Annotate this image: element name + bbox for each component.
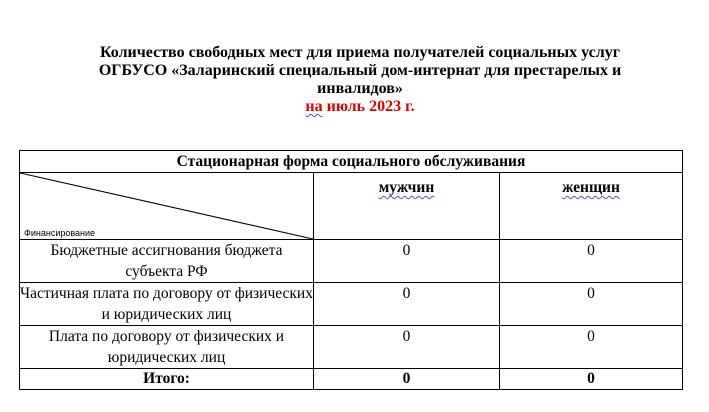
row-label: Плата по договору от физических и юридических лиц <box>20 326 314 369</box>
column-header-women <box>500 173 683 240</box>
vacancy-table <box>19 150 683 390</box>
cell-men: 0 <box>314 326 500 369</box>
diagonal-header-cell <box>20 173 314 240</box>
row-label: Бюджетные ассигнования бюджета субъекта РФ <box>20 240 314 283</box>
total-label: Итого: <box>20 369 314 390</box>
period-prefix: на <box>305 98 323 115</box>
period-rest: июль 2023 г. <box>322 98 415 115</box>
column-header-row <box>20 173 683 240</box>
title-period <box>40 98 680 116</box>
financing-label: Финансирование <box>24 228 96 238</box>
table-row <box>20 326 683 369</box>
title-line-3: инвалидов» <box>317 80 403 97</box>
cell-men: 0 <box>314 283 500 326</box>
cell-women: 0 <box>500 326 683 369</box>
column-header-women-label: женщин <box>562 179 620 196</box>
title-line-2: ОГБУСО «Заларинский специальный дом-интернат для престарелых и <box>98 62 622 79</box>
cell-men: 0 <box>314 240 500 283</box>
total-women: 0 <box>500 369 683 390</box>
table-row <box>20 283 683 326</box>
total-men: 0 <box>314 369 500 390</box>
cell-women: 0 <box>500 240 683 283</box>
column-header-men-label: мужчин <box>378 179 435 196</box>
table-row <box>20 240 683 283</box>
column-header-men <box>314 173 500 240</box>
title-line-1: Количество свободных мест для приема получателей социальных услуг <box>99 44 620 61</box>
section-header: Стационарная форма социального обслуживания <box>20 151 683 173</box>
section-header-row <box>20 151 683 173</box>
row-label: Частичная плата по договору от физических и юридических лиц <box>20 283 314 326</box>
total-row <box>20 369 683 390</box>
cell-women: 0 <box>500 283 683 326</box>
document-title <box>40 44 680 116</box>
